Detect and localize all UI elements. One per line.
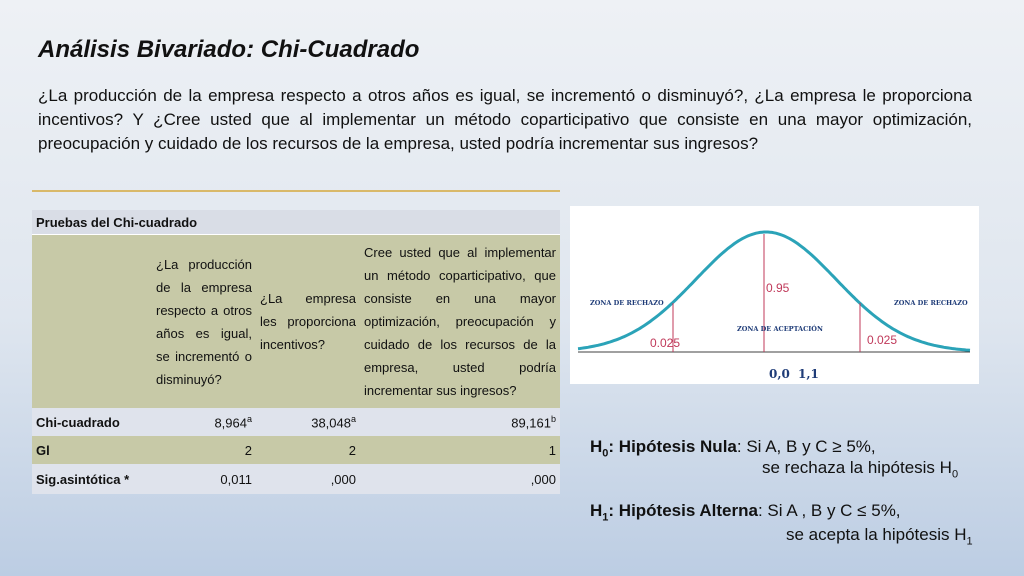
normal-curve-svg (570, 206, 979, 384)
cell-value: 2 (152, 436, 256, 464)
table-caption: Pruebas del Chi-cuadrado (32, 210, 560, 235)
center-value-label: 0.95 (766, 281, 790, 295)
x-tick-1: 1,1 (798, 367, 819, 381)
row-label: Sig.asintótica * (32, 464, 152, 494)
header-production: ¿La producción de la empresa respecto a otros años es igual, se incrementó o disminuyó? (152, 235, 256, 409)
cell-value: 38,048$^a$ (256, 408, 360, 436)
row-label: Chi-cuadrado (32, 408, 152, 436)
cell-value: 1 (360, 436, 560, 464)
right-value-label: 0.025 (867, 333, 898, 347)
slide-title: Análisis Bivariado: Chi-Cuadrado (38, 36, 420, 63)
null-hypothesis: $H_0$: Hipótesis Nula: Si A, B y C ≥ 5%, (590, 437, 876, 460)
null-hypothesis-result: se rechaza la hipótesis $H_0$ (762, 458, 959, 481)
cell-value: 2 (256, 436, 360, 464)
table-header-row (32, 235, 560, 409)
left-value-label: 0.025 (650, 336, 681, 350)
alternative-hypothesis-result: se acepta la hipótesis $H_1$ (786, 525, 973, 548)
row-label: Gl (32, 436, 152, 464)
left-zone-label: ZONA DE RECHAZO (590, 299, 664, 307)
cell-value: ,000 (360, 464, 560, 494)
table-row-sig (32, 464, 560, 494)
x-tick-0: 0,0 (769, 367, 790, 381)
right-zone-label: ZONA DE RECHAZO (894, 299, 968, 307)
table-row-gl (32, 436, 560, 464)
chi-square-table (32, 210, 560, 494)
center-zone-label: ZONA DE ACEPTACIÓN (737, 325, 823, 333)
alternative-hypothesis: $H_1$: Hipótesis Alterna: Si A , B y C ≤ 5%, (590, 501, 901, 524)
divider (32, 190, 560, 192)
header-incentives: ¿La empresa les proporciona incentivos? (256, 235, 360, 409)
normal-curve-figure (570, 206, 979, 384)
cell-value: 0,011 (152, 464, 256, 494)
header-income: Cree usted que al implementar un método coparticipativo, que consiste en una mayor optimización, preocupación y cuidado de los recursos de la empresa, usted podría incrementar sus ingresos? (360, 235, 560, 409)
cell-value: ,000 (256, 464, 360, 494)
research-question: ¿La producción de la empresa respecto a otros años es igual, se incrementó o disminuyó?, ¿La empresa le proporciona incentivos? Y ¿Cree usted que al implementar un método coparticipativo que consiste en una mayor optimización, preocupación y cuidado de los recursos de la empresa, usted podría incrementar sus ingresos? (38, 86, 972, 153)
header-empty-cell (32, 235, 152, 409)
cell-value: 89,161$^b$ (360, 408, 560, 436)
table-row-chi-square (32, 408, 560, 436)
table-caption-row (32, 210, 560, 235)
cell-value: 8,964$^a$ (152, 408, 256, 436)
